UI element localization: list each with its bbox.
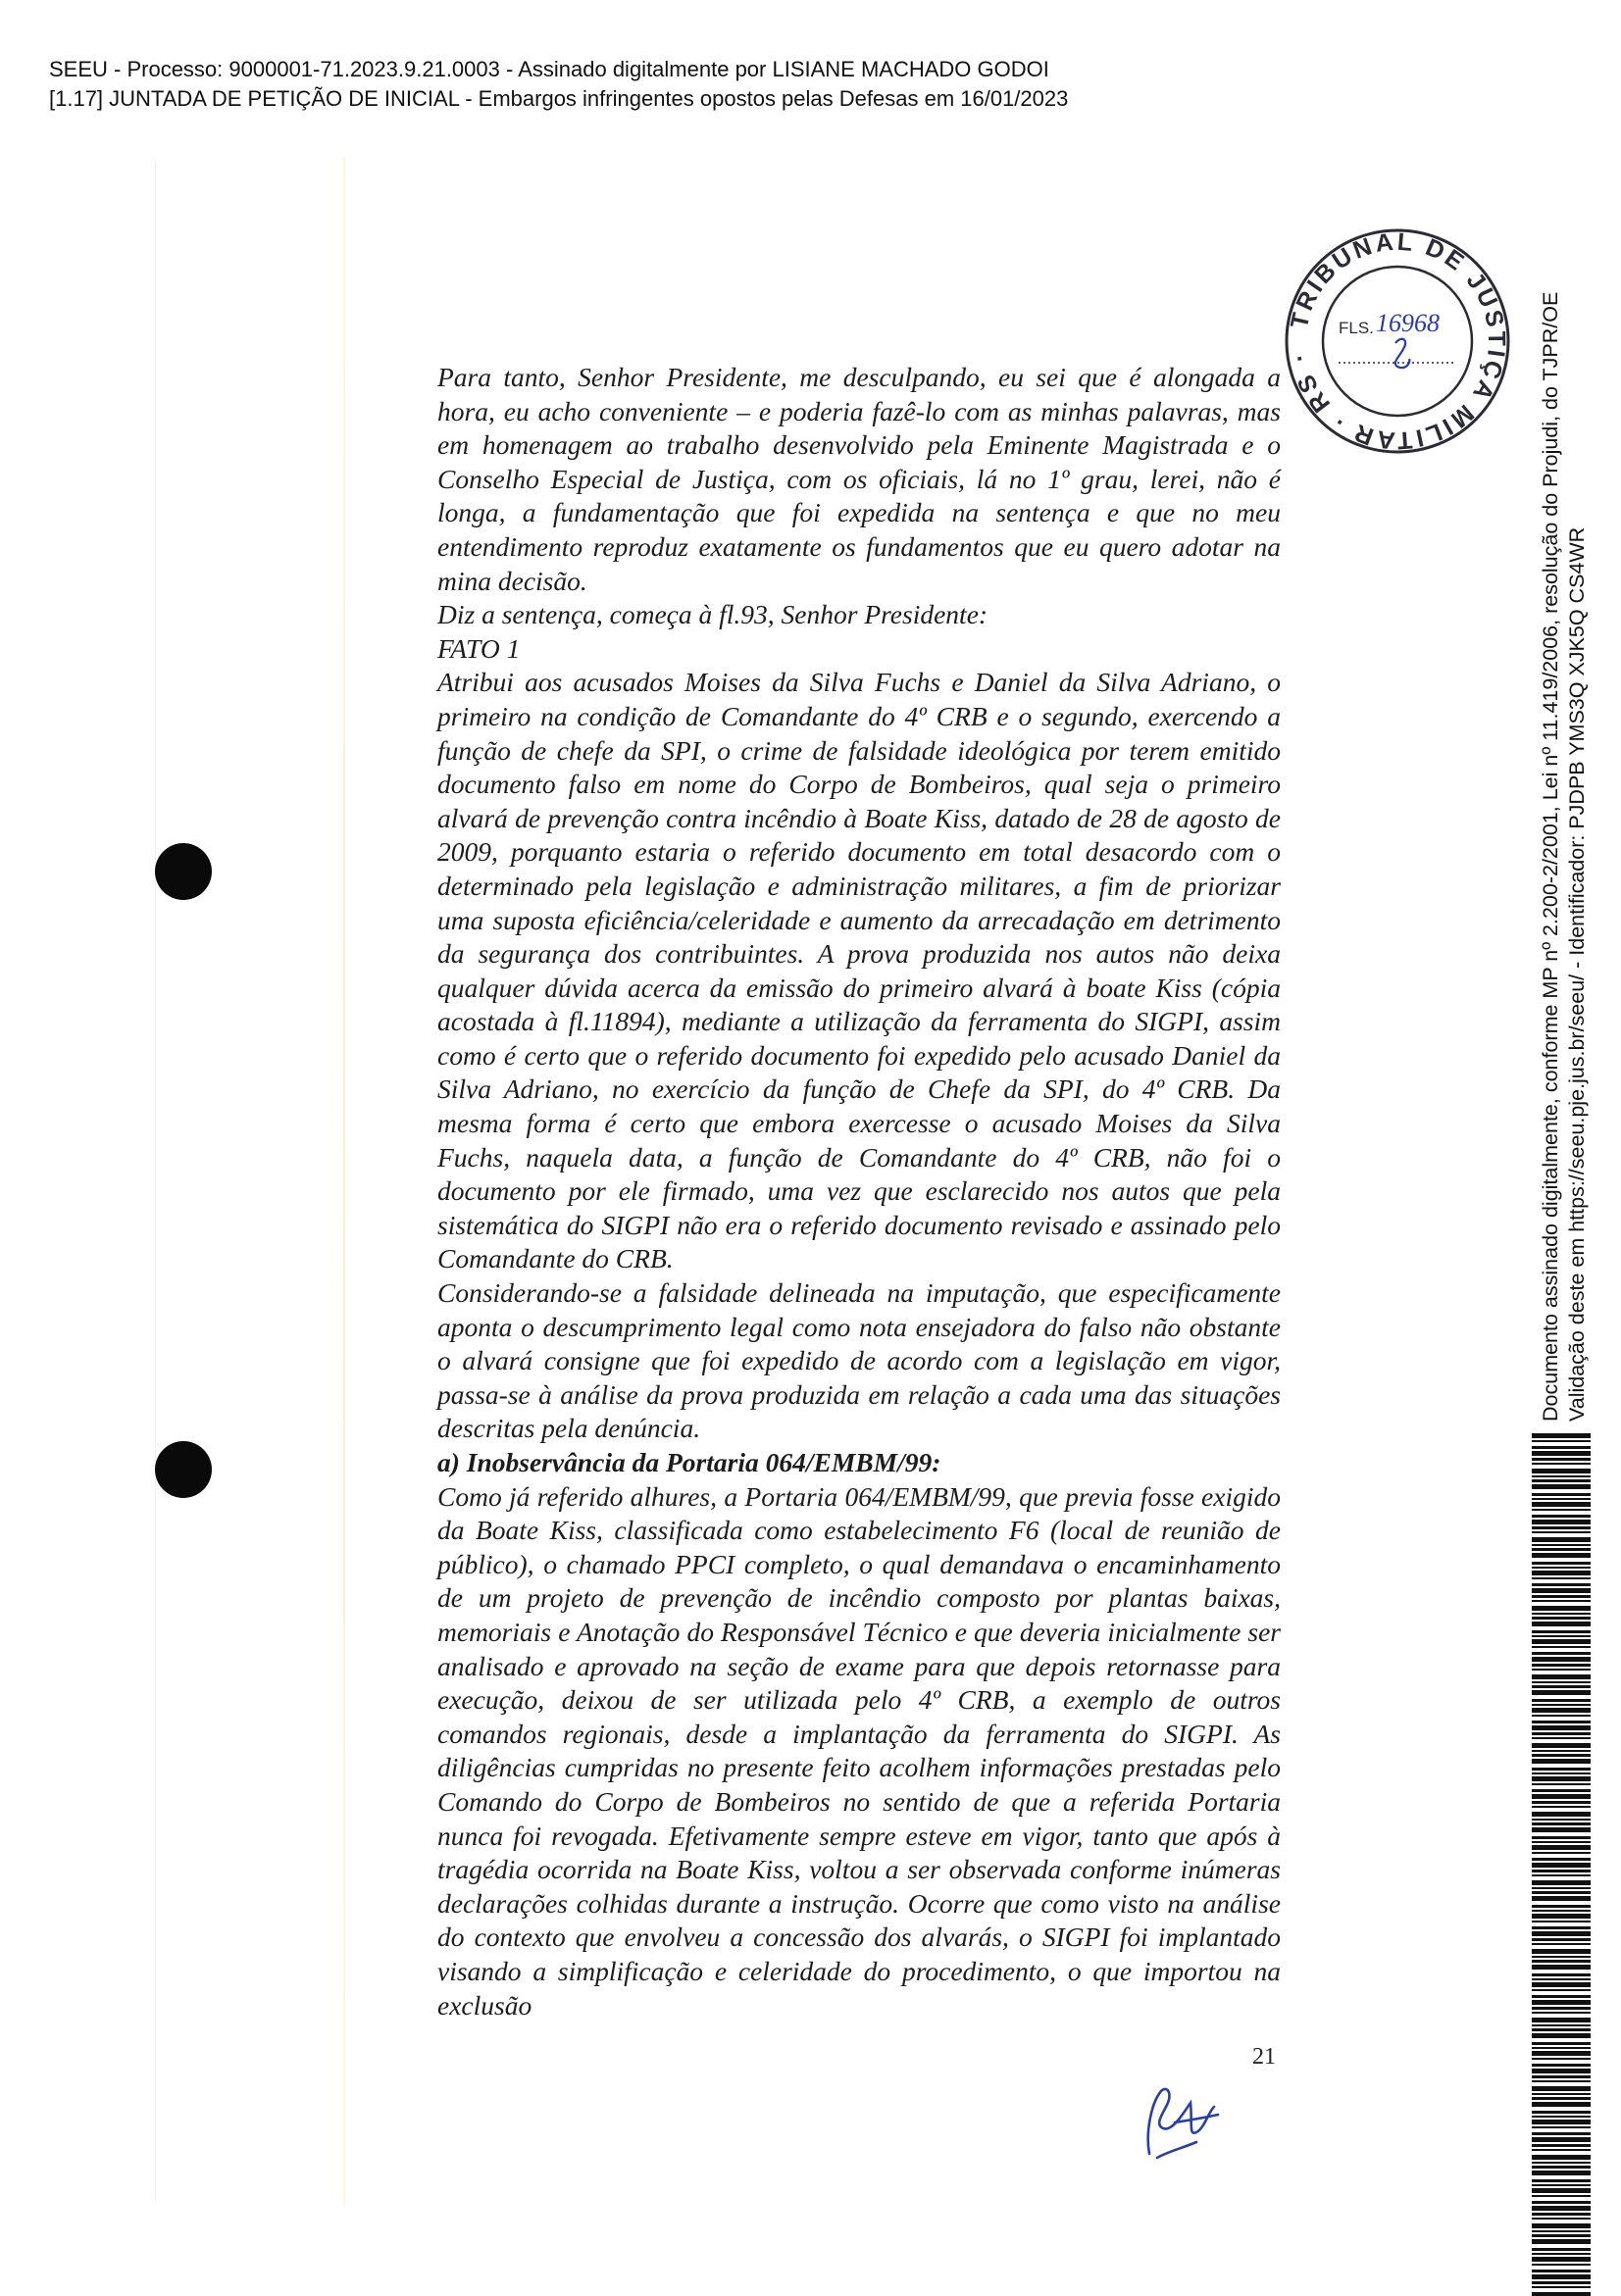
- page-number: 21: [1252, 2044, 1276, 2070]
- paragraph-intro: Para tanto, Senhor Presidente, me desculpando, eu sei que é alongada a hora, eu acho conveniente – e poderia fazê-lo com as minhas palavras, mas em homenagem ao trabalho desenvolvido pela Eminente Magistrada e o Conselho Especial de Justiça, com os oficiais, lá no 1º grau, lerei, não é longa, a fundamentação que foi expedida na sentença e que no meu entendimento reproduz exatamente os fundamentos que eu quero adotar na mina decisão.: [437, 362, 1281, 596]
- seal-fls-number: 16968: [1376, 309, 1440, 337]
- header-process-line: SEEU - Processo: 9000001-71.2023.9.21.0003 - Assinado digitalmente por LISIANE MACHADO GODOI: [49, 57, 1049, 81]
- punch-hole-bottom: [155, 1441, 212, 1498]
- document-header: [49, 55, 1324, 114]
- paragraph-sentence-quote: Diz a sentença, começa à fl.93, Senhor Presidente:: [437, 599, 988, 630]
- heading-fato-1: FATO 1: [437, 632, 521, 664]
- seal-fls-label: FLS.: [1339, 319, 1374, 337]
- paragraph-portaria: Como já referido alhures, a Portaria 064/EMBM/99, que previa fosse exigido da Boate Kiss, classificada como estabelecimento F6 (local de reunião de público), o chamado PPCI completo, o qual demandava o encaminhamento de um projeto de prevenção de incêndio composto por plantas baixas, memoriais e Anotação do Responsável Técnico e que deveria inicialmente ser analisado e aprovado na seção de exame para que depois retornasse para execução, deixou de ser utilizada pelo 4º CRB, a exemplo de outros comandos regionais, desde a implantação da ferramenta do SIGPI. As diligências cumpridas no presente feito acolhem informações prestadas pelo Comando do Corpo de Bombeiros no sentido de que a referida Portaria nunca foi revogada. Efetivamente sempre esteve em vigor, tanto que após à tragédia ocorrida na Boate Kiss, voltou a ser observada conforme inúmeras declarações colhidas durante a instrução. Ocorre que como visto na análise do contexto que envolveu a concessão dos alvarás, o SIGPI foi implantado visando a simplificação e celeridade do procedimento, o que importou na exclusão: [437, 1480, 1281, 2021]
- header-petition-line: [1.17] JUNTADA DE PETIÇÃO DE INICIAL - Embargos infringentes opostos pelas Defesas em 16/01/2023: [49, 86, 1069, 111]
- document-body: [437, 361, 1281, 2022]
- heading-portaria: a) Inobservância da Portaria 064/EMBM/99:: [437, 1447, 941, 1477]
- seal-outer-text: TRIBUNAL DE JUSTIÇA MILITAR · RS ·: [1285, 227, 1511, 455]
- punch-hole-top: [155, 843, 212, 900]
- court-seal-stamp: [1280, 224, 1515, 459]
- barcode-icon: [1532, 1433, 1591, 2296]
- side-text-line1: Documento assinado digitalmente, conforme MP nº 2.200-2/2001, Lei nº 11.419/2006, resolução do Projudi, do TJPR/OE: [1539, 291, 1562, 1422]
- digital-signature-notice: [1538, 206, 1591, 1422]
- paragraph-considerando: Considerando-se a falsidade delineada na imputação, que especificamente aponta o descumprimento legal como nota ensejadora do falso não obstante o alvará consigne que foi expedido de acordo com a legislação em vigor, passa-se à análise da prova produzida em relação a cada uma das situações descritas pela denúncia.: [437, 1277, 1281, 1444]
- scan-edge: [343, 157, 345, 2206]
- handwritten-signature: [1128, 2064, 1236, 2171]
- side-text-line2: Validação deste em https://seeu.pje.jus.br/seeu/ - Identificador: PJDPB YMS3Q XJK5Q CS4WR: [1565, 526, 1589, 1422]
- paragraph-fato-1: Atribui aos acusados Moises da Silva Fuchs e Daniel da Silva Adriano, o primeiro na condição de Comandante do 4º CRB e o segundo, exercendo a função de chefe da SPI, o crime de falsidade ideológica por terem emitido documento falso em nome do Corpo de Bombeiros, qual seja o primeiro alvará de prevenção contra incêndio à Boate Kiss, datado de 28 de agosto de 2009, porquanto estaria o referido documento em total desacordo com o determinado pela legislação e administração militares, a fim de priorizar uma suposta eficiência/celeridade e aumento da arrecadação em detrimento da segurança dos contribuintes. A prova produzida nos autos não deixa qualquer dúvida acerca da emissão do primeiro alvará à boate Kiss (cópia acostada à fl.11894), mediante a utilização da ferramenta do SIGPI, assim como é certo que o referido documento foi expedido pelo acusado Daniel da Silva Adriano, no exercício da função de Chefe da SPI, do 4º CRB. Da mesma forma é certo que embora exercesse o acusado Moises da Silva Fuchs, naquela data, a função de Comandante do 4º CRB, não foi o documento por ele firmado, uma vez que esclarecido nos autos que pela sistemática do SIGPI não era o referido documento revisado e assinado pelo Comandante do CRB.: [437, 667, 1281, 1274]
- scan-edge-left: [155, 162, 156, 2201]
